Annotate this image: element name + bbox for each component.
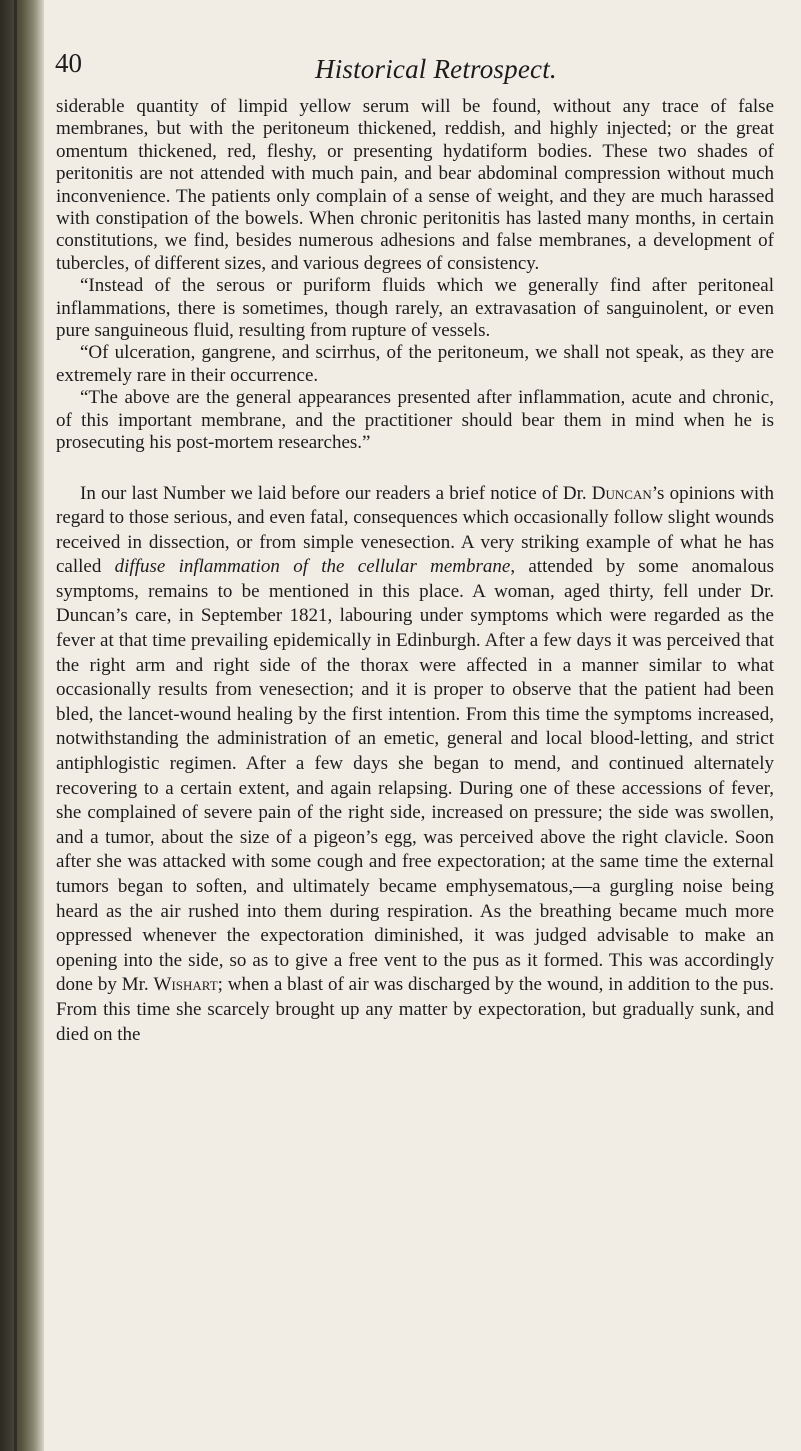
name-duncan: Duncan bbox=[591, 482, 652, 504]
quoted-passage bbox=[56, 96, 774, 455]
main-passage bbox=[56, 482, 774, 1048]
quote-paragraph-4: “The above are the general appearances presented after inflammation, acute and chronic, of this important membrane, and the practitioner should bear them in mind when he is prosecuting his post-mortem researches.” bbox=[56, 387, 774, 454]
body-text-3: , attended by some anomalous symptoms, remains to be mentioned in this place. A woman, aged thirty, fell under Dr. Duncan’s care, in September 1821, labouring under symptoms which were regarded as the fever at that time prevailing epidemically in Edinburgh. After a few days it was perceived that the right arm and right side of the thorax were affected in a manner similar to what occasionally results from venesection; and it is proper to observe that the patient had been bled, the lancet-wound healing by the first intention. From this time the symptoms increased, notwithstanding the administration of an emetic, general and local blood-letting, and strict antiphlogistic regimen. After a few days she began to mend, and continued alternately recovering to a certain extent, and again relapsing. During one of these accessions of fever, she complained of severe pain of the right side, increased on pressure; the side was swollen, and a tumor, about the size of a pigeon’s egg, was perceived above the right clavicle. Soon after she was attacked with some cough and free expectoration; at the same time the external tumors began to soften, and ultimately became emphysematous,—a gurgling noise being heard as the air rushed into them during respiration. As the breathing became much more oppressed whenever the expectoration diminished, it was judged advisable to make an opening into the side, so as to give a free vent to the pus as it formed. This was accordingly done by Mr. bbox=[56, 556, 774, 996]
page-header bbox=[55, 44, 775, 94]
running-title: Historical Retrospect. bbox=[315, 54, 557, 84]
page-number: 40 bbox=[55, 48, 82, 78]
name-wishart: Wishart bbox=[153, 974, 218, 996]
quote-paragraph-1: siderable quantity of limpid yellow serum will be found, without any trace of false membranes, but with the peritoneum thickened, reddish, and highly injected; or the great omentum thickened, red, fleshy, or presenting hydatiform bodies. These two shades of peritonitis are not attended with much pain, and bear abdominal compression without much inconvenience. The patients only complain of a sense of weight, and they are much harassed with constipation of the bowels. When chronic peritonitis has lasted many months, in certain constitutions, we find, besides numerous adhesions and false membranes, a development of tubercles, of different sizes, and various degrees of consistency. bbox=[56, 96, 774, 274]
body-text-2: ’s opinions with regard to those serious, and even fatal, consequences which occasionally follow slight wounds received in dissection, or from simple venesection. A very striking example of what he has called bbox=[56, 482, 774, 578]
quote-paragraph-2: “Instead of the serous or puriform fluids which we generally find after peritoneal inflammations, there is sometimes, though rarely, an extravasation of sanguinolent, or even pure sanguineous fluid, resulting from rupture of vessels. bbox=[56, 275, 774, 342]
paragraph-gap bbox=[56, 455, 774, 482]
body-paragraph bbox=[56, 482, 774, 1048]
binding-edge bbox=[14, 0, 17, 1451]
body-text-1: In our last Number we laid before our readers a brief notice of Dr. bbox=[80, 482, 592, 504]
quote-paragraph-3: “Of ulceration, gangrene, and scirrhus, of the peritoneum, we shall not speak, as they are extremely rare in their occurrence. bbox=[56, 342, 774, 386]
binding-gutter bbox=[0, 0, 44, 1451]
page-text bbox=[56, 96, 774, 1047]
body-text-4: ; when a blast of air was discharged by the wound, in addition to the pus. From this time she scarcely brought up any matter by expectoration, but gradually sunk, and died on the bbox=[56, 974, 774, 1045]
emphasis-diffuse-inflammation: diffuse inflammation of the cellular membrane bbox=[114, 556, 511, 578]
